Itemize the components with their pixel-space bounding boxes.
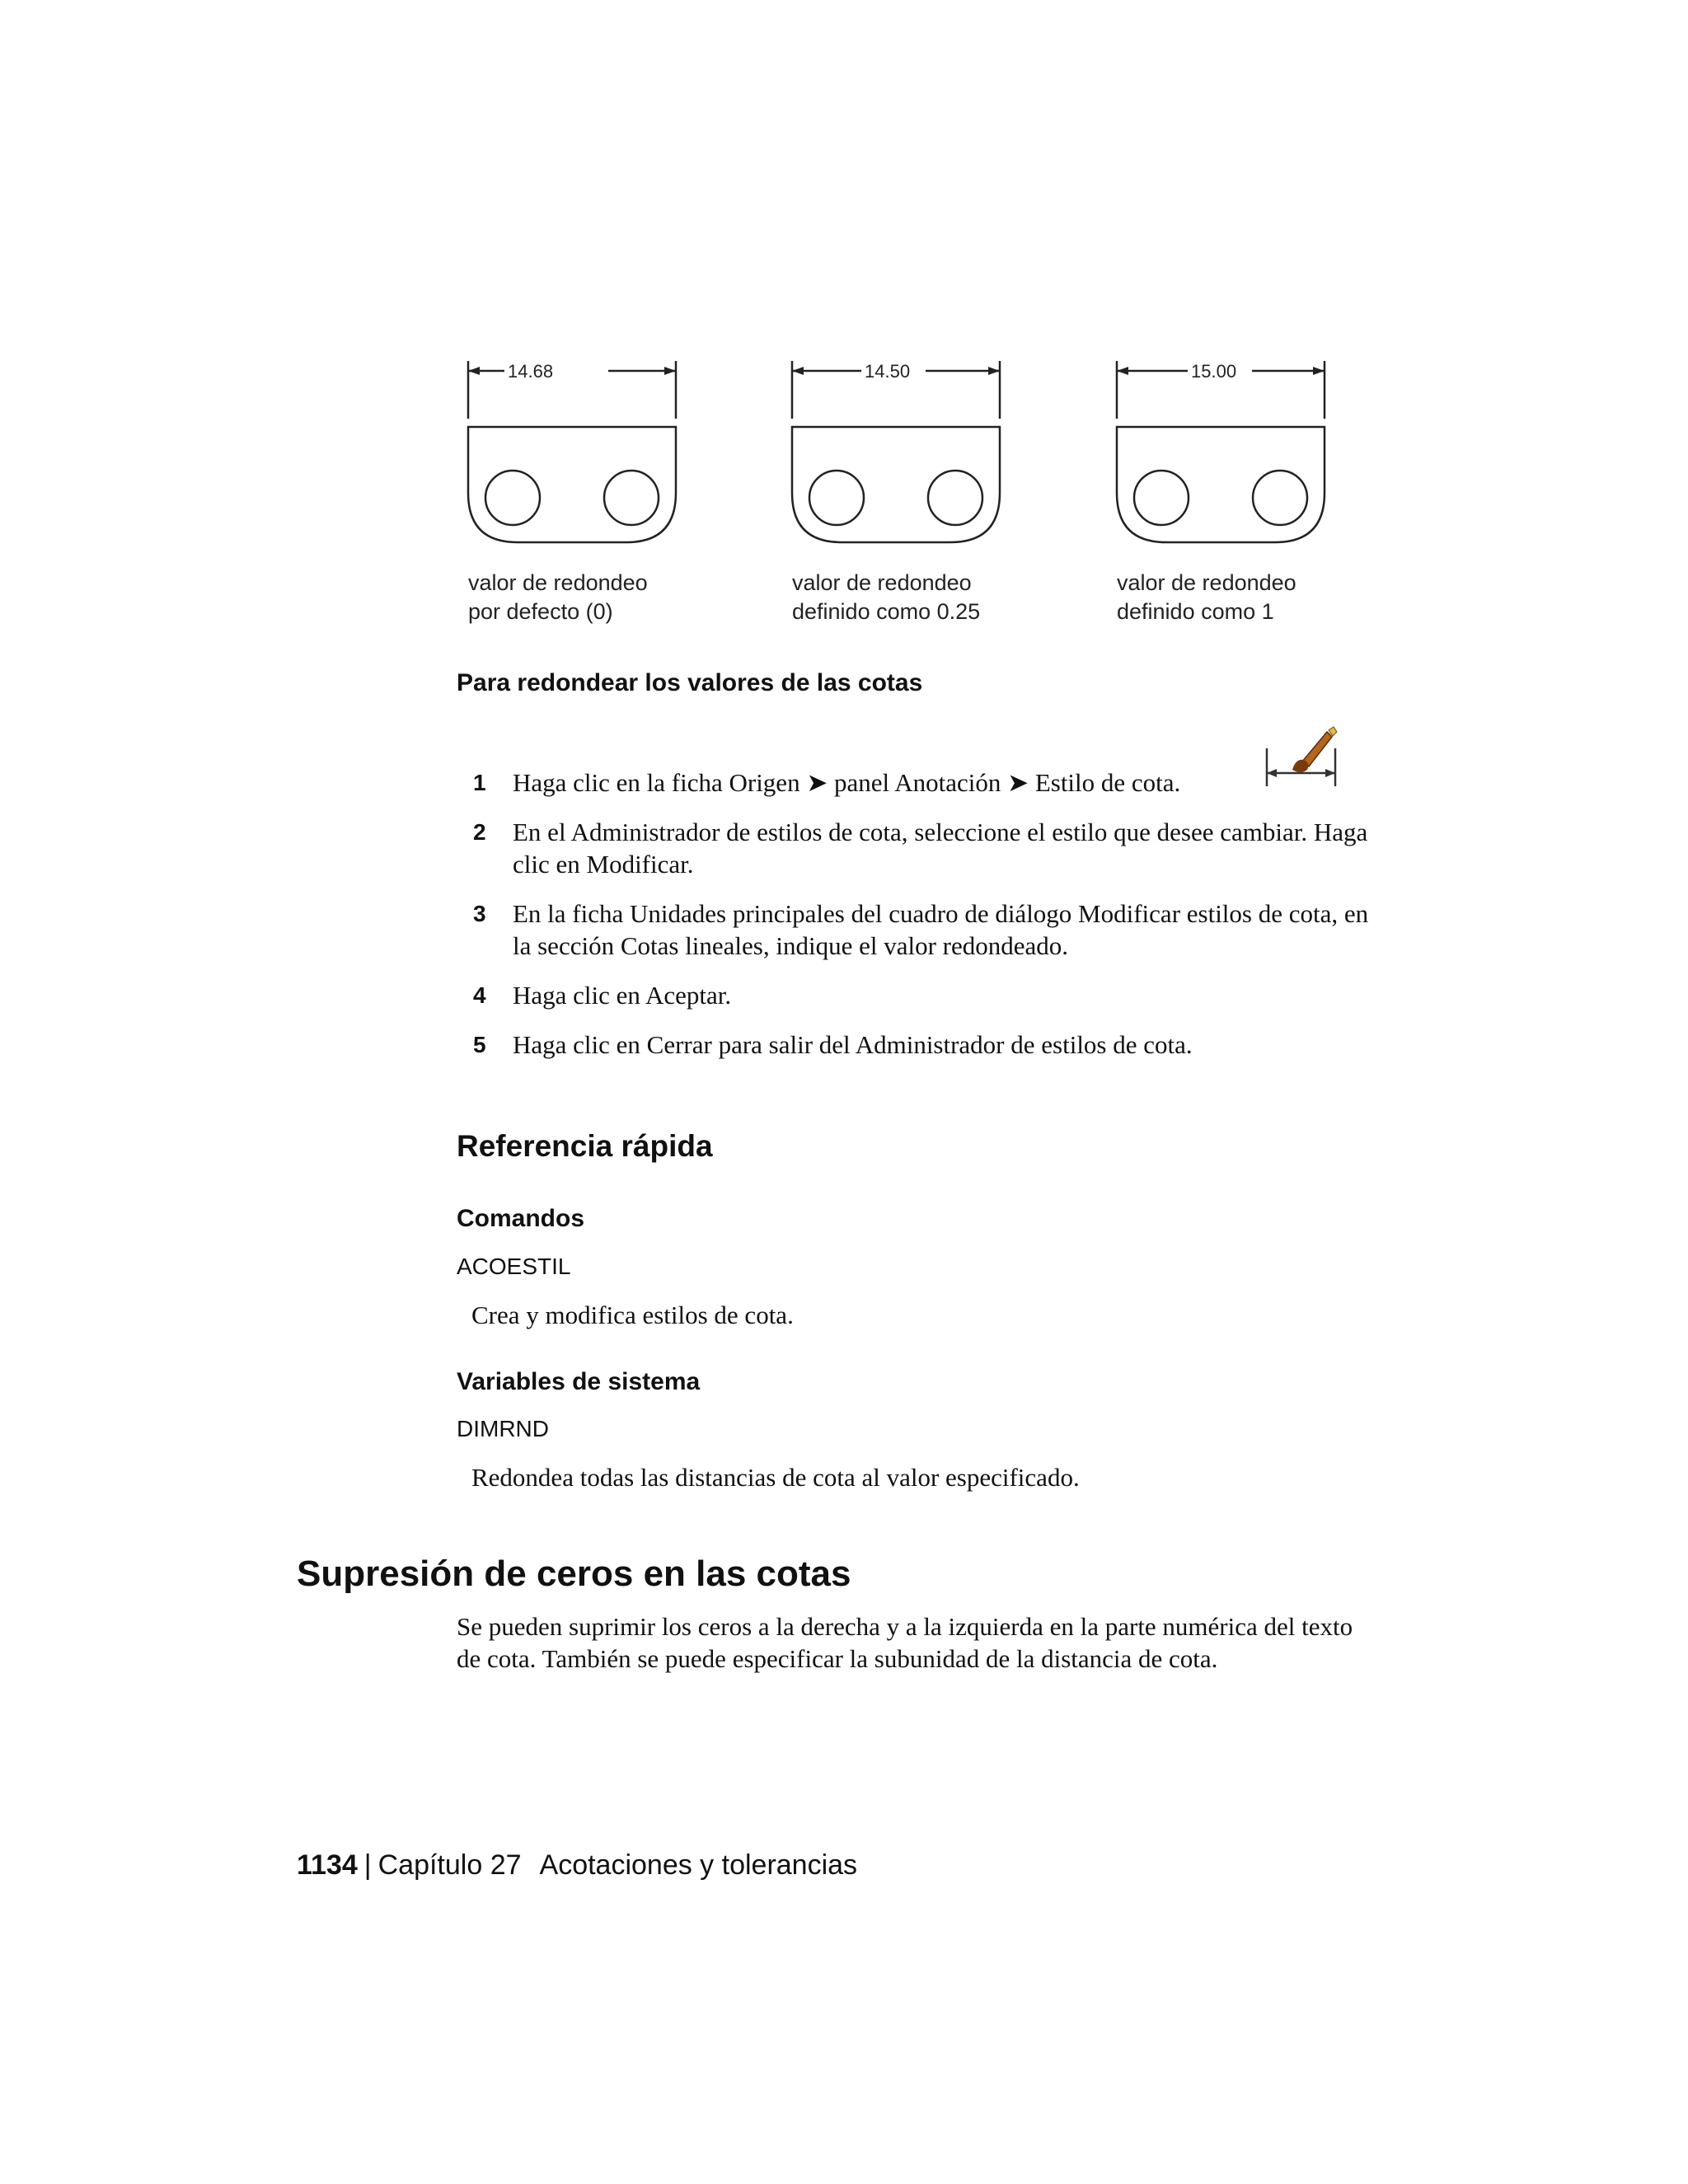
caption-line: valor de redondeo (1117, 570, 1296, 595)
list-item (473, 1029, 1388, 1061)
dimensioned-part-drawing (452, 353, 699, 567)
caption-line: definido como 0.25 (792, 599, 981, 624)
page-footer (297, 1849, 857, 1882)
caption-line: por defecto (0) (468, 599, 613, 624)
figure-caption (468, 569, 648, 626)
chapter-title: Acotaciones y tolerancias (539, 1849, 858, 1881)
procedure-steps (473, 766, 1388, 1078)
procedure-title: Para redondear los valores de las cotas (457, 669, 923, 696)
system-variables-title: Variables de sistema (457, 1368, 701, 1395)
system-variable-link[interactable]: DIMRND (457, 1416, 549, 1441)
step-text: En el Administrador de estilos de cota, seleccione el estilo que desee cambiar. Haga clic en Modificar. (513, 818, 1368, 879)
figure-item-1 (452, 353, 699, 633)
step-text: En la ficha Unidades principales del cuadro de diálogo Modificar estilos de cota, en la sección Cotas lineales, indique el valor redondeado. (513, 899, 1369, 960)
step-number: 1 (473, 770, 486, 795)
system-variable-description: Redondea todas las distancias de cota al valor especificado. (471, 1463, 1080, 1492)
caption-line: valor de redondeo (468, 570, 648, 595)
figure-caption (792, 569, 980, 626)
caption-line: valor de redondeo (792, 570, 972, 595)
caption-line: definido como 1 (1117, 599, 1274, 624)
dimension-label: 14.68 (508, 361, 554, 382)
command-link[interactable]: ACOESTIL (457, 1254, 571, 1279)
list-item (473, 766, 1388, 799)
footer-separator: | (363, 1849, 372, 1881)
step-number: 2 (473, 819, 486, 845)
dimension-label: 15.00 (1191, 361, 1237, 382)
dimension-label: 14.50 (865, 361, 911, 382)
figure-caption (1117, 569, 1296, 626)
commands-title: Comandos (457, 1205, 585, 1232)
step-number: 3 (473, 901, 486, 926)
chapter-number: Capítulo 27 (377, 1849, 522, 1881)
figure-item-3 (1100, 353, 1348, 633)
dimensioned-part-drawing (1100, 353, 1348, 567)
step-number: 5 (473, 1032, 486, 1057)
dimensioned-part-drawing (776, 353, 1023, 567)
command-description: Crea y modifica estilos de cota. (471, 1301, 794, 1329)
figure-item-2 (776, 353, 1023, 633)
list-item (473, 816, 1388, 880)
list-item (473, 898, 1388, 962)
page-number: 1134 (297, 1849, 358, 1881)
section-paragraph: Se pueden suprimir los ceros a la derecha y a la izquierda en la parte numérica del texto de cota. También se puede especificar la subunidad de la distancia de cota. (457, 1612, 1353, 1673)
section-title: Supresión de ceros en las cotas (297, 1554, 851, 1594)
step-number: 4 (473, 982, 486, 1008)
step-text: Haga clic en Aceptar. (513, 981, 732, 1010)
step-text: Haga clic en la ficha Origen ➤ panel Anotación ➤ Estilo de cota. (513, 768, 1181, 797)
rounding-figure (452, 353, 1367, 633)
step-text: Haga clic en Cerrar para salir del Administrador de estilos de cota. (513, 1030, 1193, 1059)
quick-reference-title: Referencia rápida (457, 1129, 713, 1163)
list-item (473, 979, 1388, 1011)
